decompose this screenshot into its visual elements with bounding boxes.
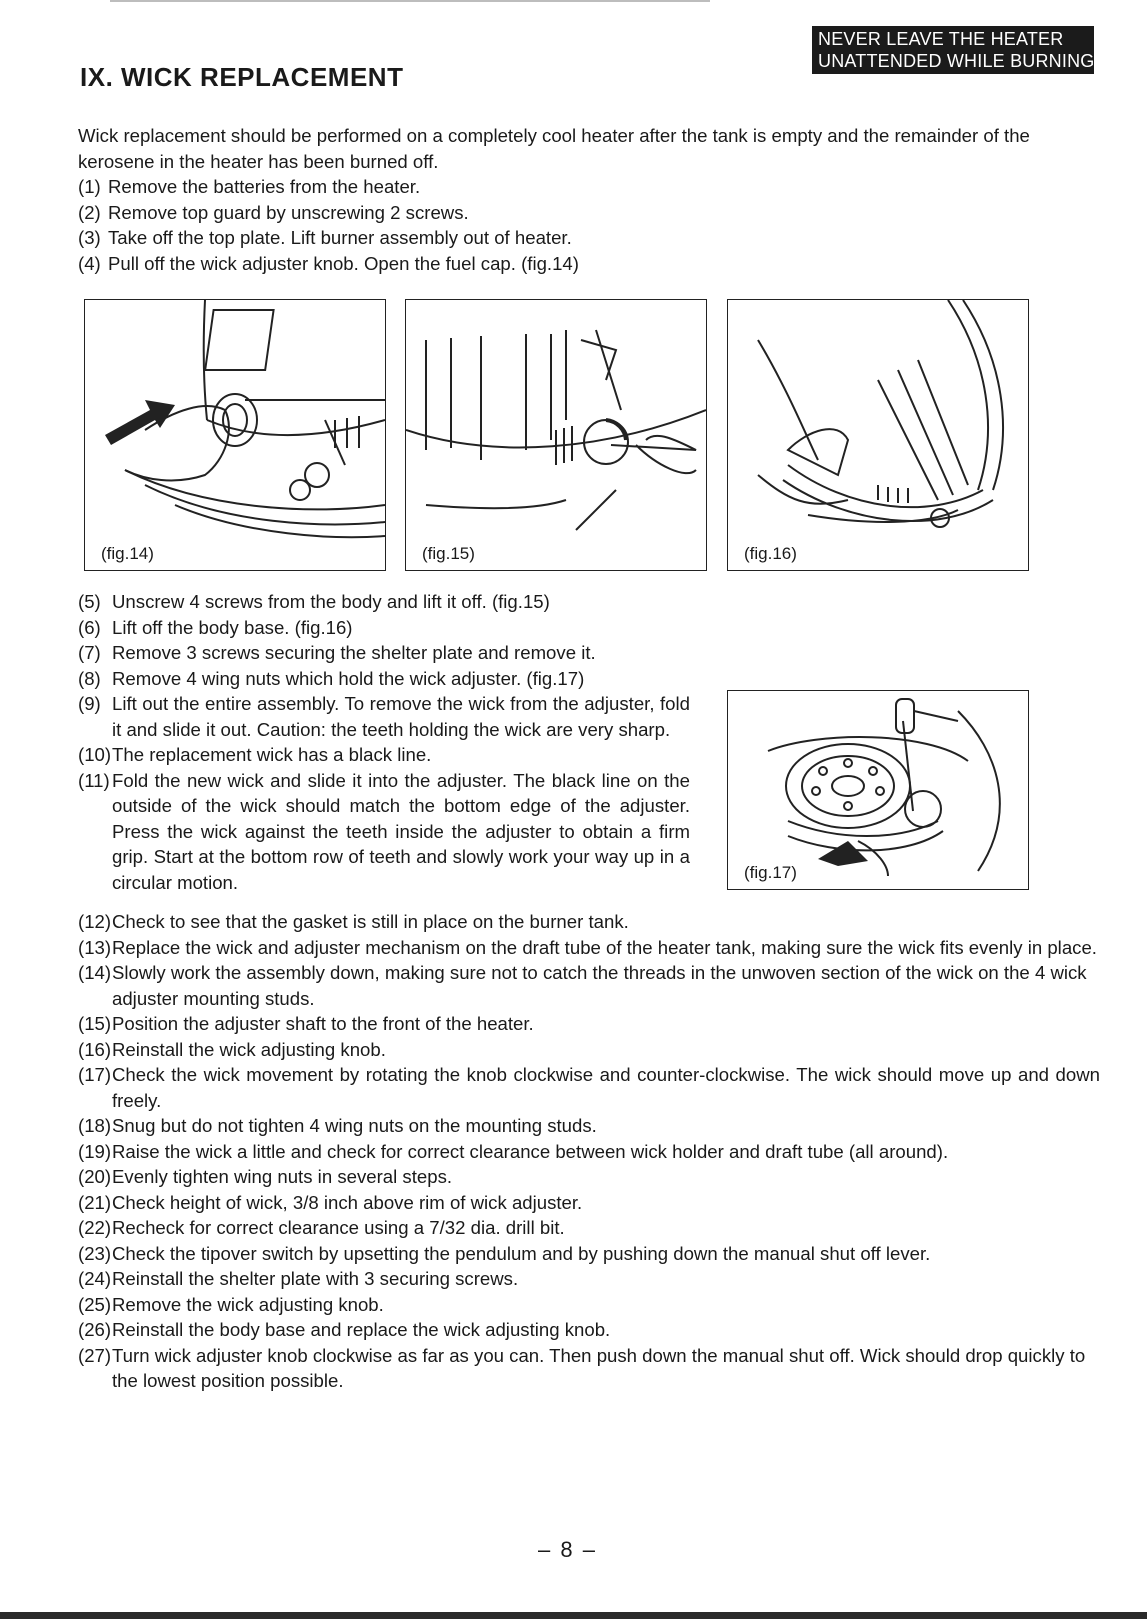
step-number: (21) — [78, 1191, 112, 1213]
step-number: (1) — [78, 176, 101, 197]
step-17 — [78, 1062, 1100, 1113]
step-text: Remove top guard by unscrewing 2 screws. — [108, 201, 469, 223]
step-number: (12) — [78, 911, 112, 932]
step-24 — [78, 1266, 1100, 1292]
step-3 — [78, 225, 1078, 251]
step-text: Raise the wick a little and check for correct clearance between wick holder and draft tube (all around). — [112, 1140, 949, 1162]
figure-15 — [405, 299, 707, 571]
step-text: Snug but do not tighten 4 wing nuts on the mounting studs. — [112, 1115, 597, 1136]
step-number: (23) — [78, 1242, 112, 1264]
step-22 — [78, 1215, 1100, 1241]
step-text: Slowly work the assembly down, making sure not to catch the threads in the unwoven section of the wick on the 4 wick adjuster mounting studs. — [112, 962, 1087, 1009]
step-number: (2) — [78, 201, 101, 223]
step-25 — [78, 1292, 1100, 1318]
step-text: Reinstall the body base and replace the wick adjusting knob. — [112, 1319, 611, 1340]
step-text: Remove the batteries from the heater. — [108, 176, 421, 197]
step-number: (6) — [78, 616, 101, 638]
figure-caption: (fig.15) — [422, 544, 475, 563]
step-number: (22) — [78, 1217, 112, 1238]
step-number: (5) — [78, 591, 101, 612]
bottom-rule — [0, 1612, 1147, 1619]
step-number: (20) — [78, 1166, 112, 1187]
step-number: (27) — [78, 1344, 112, 1366]
step-text: Check the tipover switch by upsetting the pendulum and by pushing down the manual shut off lever. — [112, 1242, 931, 1264]
step-text: Recheck for correct clearance using a 7/32 dia. drill bit. — [112, 1217, 565, 1238]
step-number: (19) — [78, 1140, 112, 1162]
body-screws-illustration — [406, 300, 707, 571]
step-number: (10) — [78, 744, 112, 765]
heater-knob-illustration — [85, 300, 386, 571]
section-title: IX. WICK REPLACEMENT — [80, 62, 404, 92]
step-19 — [78, 1139, 1100, 1165]
step-13 — [78, 935, 1100, 961]
step-7 — [78, 640, 690, 666]
step-number: (15) — [78, 1013, 112, 1034]
step-text: Fold the new wick and slide it into the adjuster. The black line on the outside of the wick should match the bottom edge of the adjuster. Press the wick against the teeth inside the adjuster to obtain a firm grip. Start at the bottom row of teeth and slowly work your way up in a circular motion. — [112, 769, 690, 893]
figure-caption: (fig.16) — [744, 544, 797, 563]
step-text: Replace the wick and adjuster mechanism on the draft tube of the heater tank, making sure the wick fits evenly in place. — [112, 936, 1097, 958]
step-number: (13) — [78, 936, 112, 958]
step-11 — [78, 768, 690, 896]
figure-caption: (fig.17) — [744, 863, 797, 882]
warning-line-2: UNATTENDED WHILE BURNING! — [818, 51, 1100, 71]
page-number: – 8 – — [538, 1537, 597, 1562]
step-12 — [78, 909, 1100, 935]
step-number: (9) — [78, 693, 101, 714]
step-6 — [78, 615, 690, 641]
step-21 — [78, 1190, 1100, 1216]
step-number: (14) — [78, 962, 112, 983]
step-8 — [78, 666, 690, 692]
step-number: (16) — [78, 1038, 112, 1060]
step-number: (8) — [78, 667, 101, 689]
step-1 — [78, 174, 1078, 200]
warning-line-1: NEVER LEAVE THE HEATER — [818, 29, 1064, 49]
step-text: Remove the wick adjusting knob. — [112, 1293, 384, 1315]
step-text: Lift out the entire assembly. To remove the wick from the adjuster, fold it and slide it out. Caution: the teeth holding the wick are very sharp. — [112, 693, 690, 740]
step-text: Reinstall the wick adjusting knob. — [112, 1038, 386, 1060]
step-10 — [78, 742, 690, 768]
step-text: Remove 4 wing nuts which hold the wick adjuster. (fig.17) — [112, 667, 585, 689]
step-text: Take off the top plate. Lift burner assembly out of heater. — [108, 227, 572, 248]
step-number: (25) — [78, 1293, 112, 1315]
step-number: (4) — [78, 252, 101, 274]
step-text: Check height of wick, 3/8 inch above rim of wick adjuster. — [112, 1191, 583, 1213]
warning-banner — [812, 26, 1100, 74]
step-number: (7) — [78, 642, 101, 663]
step-number: (17) — [78, 1064, 112, 1085]
step-text: Evenly tighten wing nuts in several steps. — [112, 1166, 453, 1187]
step-text: Check to see that the gasket is still in place on the burner tank. — [112, 911, 629, 932]
figure-14 — [84, 299, 386, 571]
step-text: Remove 3 screws securing the shelter plate and remove it. — [112, 642, 596, 663]
step-14 — [78, 960, 1100, 1011]
steps-list-c — [78, 909, 1100, 1394]
intro-block — [78, 123, 1078, 276]
step-number: (26) — [78, 1319, 112, 1340]
step-text: The replacement wick has a black line. — [112, 744, 432, 765]
step-text: Position the adjuster shaft to the front of the heater. — [112, 1013, 534, 1034]
step-26 — [78, 1317, 1100, 1343]
step-23 — [78, 1241, 1100, 1267]
figure-caption: (fig.14) — [101, 544, 154, 563]
body-base-illustration — [728, 300, 1029, 571]
step-text: Unscrew 4 screws from the body and lift it off. (fig.15) — [112, 591, 550, 612]
step-text: Check the wick movement by rotating the knob clockwise and counter-clockwise. The wick should move up and down freely. — [112, 1064, 1100, 1111]
top-rule — [110, 0, 710, 2]
figure-17 — [727, 690, 1029, 890]
figure-16 — [727, 299, 1029, 571]
steps-list-b — [78, 589, 690, 895]
step-number: (18) — [78, 1115, 112, 1136]
step-4 — [78, 251, 1078, 277]
step-27 — [78, 1343, 1100, 1394]
step-16 — [78, 1037, 1100, 1063]
step-number: (11) — [78, 769, 110, 791]
step-text: Turn wick adjuster knob clockwise as far as you can. Then push down the manual shut off. Wick should drop quickly to the lowest position possible. — [112, 1344, 1086, 1391]
wing-nuts-illustration — [728, 691, 1029, 890]
step-18 — [78, 1113, 1100, 1139]
step-text: Lift off the body base. (fig.16) — [112, 616, 353, 638]
intro-paragraph: Wick replacement should be performed on a completely cool heater after the tank is empty and the remainder of the kerosene in the heater has been burned off. — [78, 125, 1030, 172]
step-20 — [78, 1164, 1100, 1190]
step-5 — [78, 589, 690, 615]
step-2 — [78, 200, 1078, 226]
step-9 — [78, 691, 690, 742]
step-text: Reinstall the shelter plate with 3 securing screws. — [112, 1268, 519, 1289]
step-15 — [78, 1011, 1100, 1037]
step-number: (24) — [78, 1268, 112, 1289]
step-text: Pull off the wick adjuster knob. Open the fuel cap. (fig.14) — [108, 252, 579, 274]
step-number: (3) — [78, 227, 101, 248]
